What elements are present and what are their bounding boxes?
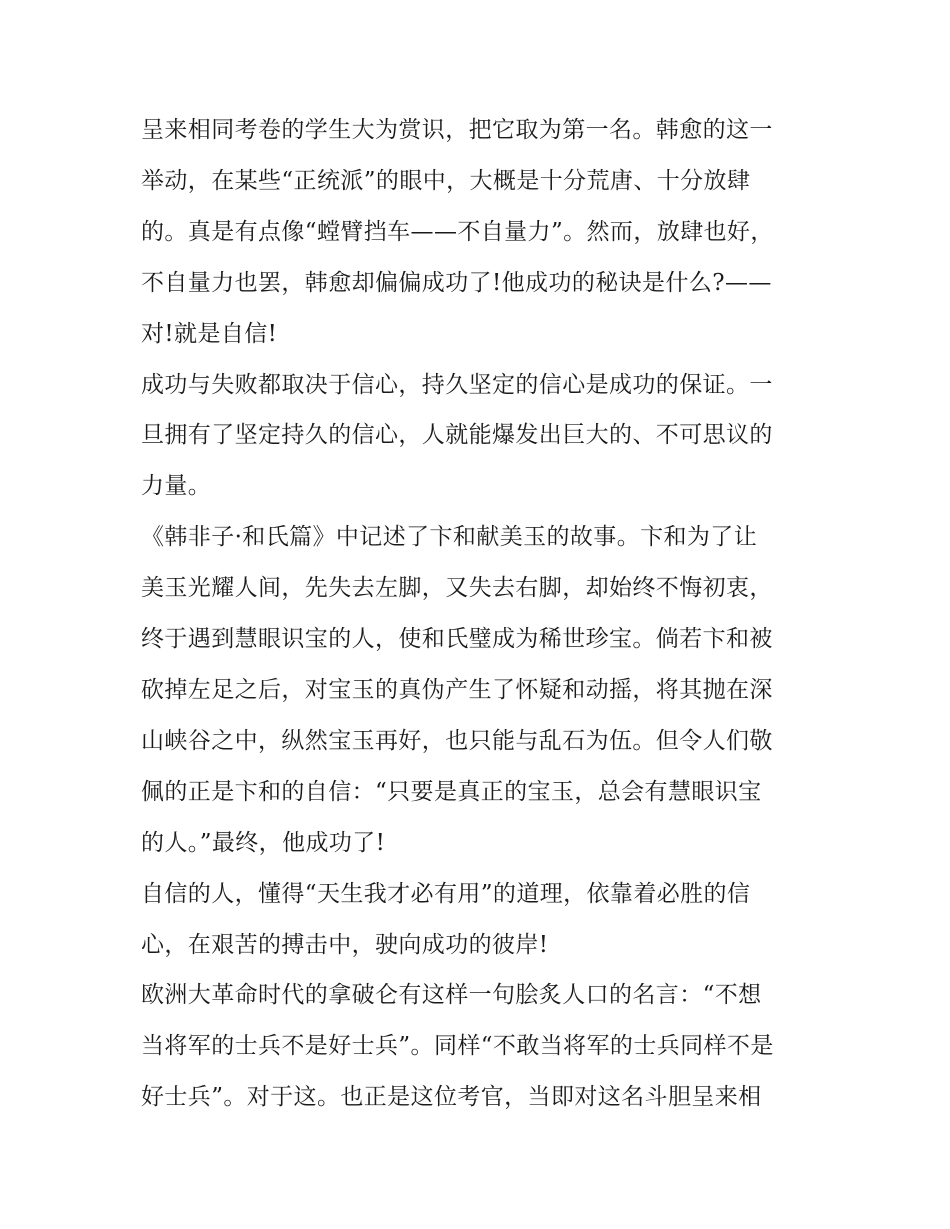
text-line: 美玉光耀人间，先失去左脚，又失去右脚，却始终不悔初衷， [141, 575, 773, 602]
paragraph-napoleon [141, 970, 821, 1123]
paragraph-self-belief [141, 869, 821, 971]
text-line: 砍掉左足之后，对宝玉的真伪产生了怀疑和动摇，将其抛在深 [141, 676, 773, 703]
text-line: 对!就是自信! [141, 320, 278, 347]
text-line: 呈来相同考卷的学生大为赏识，把它取为第一名。韩愈的这一 [141, 117, 773, 143]
text-line: 《韩非子·和氏篇》中记述了卞和献美玉的故事。卞和为了让 [141, 524, 758, 551]
text-line: 山峡谷之中，纵然宝玉再好，也只能与乱石为伍。但令人们敬 [141, 727, 773, 754]
text-line: 举动，在某些“正统派”的眼中，大概是十分荒唐、十分放肆 [141, 167, 751, 194]
text-line: 的人。”最终，他成功了! [141, 829, 386, 856]
text-line: 欧洲大革命时代的拿破仑有这样一句脍炙人口的名言：“不想 [141, 982, 762, 1009]
paragraph-hanyu [141, 105, 821, 360]
text-line: 旦拥有了坚定持久的信心，人就能爆发出巨大的、不可思议的 [141, 422, 773, 449]
text-line: 不自量力也罢，韩愈却偏偏成功了!他成功的秘诀是什么?—— [141, 269, 772, 296]
paragraph-confidence [141, 360, 821, 513]
text-line: 成功与失败都取决于信心，持久坚定的信心是成功的保证。一 [141, 371, 773, 398]
text-line: 好士兵”。对于这。也正是这位考官，当即对这名斗胆呈来相 [141, 1084, 762, 1111]
text-line: 当将军的士兵不是好士兵”。同样“不敢当将军的士兵同样不是 [141, 1033, 774, 1060]
text-line: 力量。 [141, 473, 212, 500]
paragraph-bianhe [141, 512, 821, 868]
text-line: 终于遇到慧眼识宝的人，使和氏璧成为稀世珍宝。倘若卞和被 [141, 626, 773, 653]
text-line: 心，在艰苦的搏击中，驶向成功的彼岸! [141, 931, 549, 958]
document-page [141, 105, 821, 1123]
text-line: 的。真是有点像“螳臂挡车——不自量力”。然而，放肆也好， [141, 218, 774, 245]
text-line: 佩的正是卞和的自信：“只要是真正的宝玉，总会有慧眼识宝 [141, 778, 762, 805]
text-line: 自信的人，懂得“天生我才必有用”的道理，依靠着必胜的信 [141, 880, 751, 907]
